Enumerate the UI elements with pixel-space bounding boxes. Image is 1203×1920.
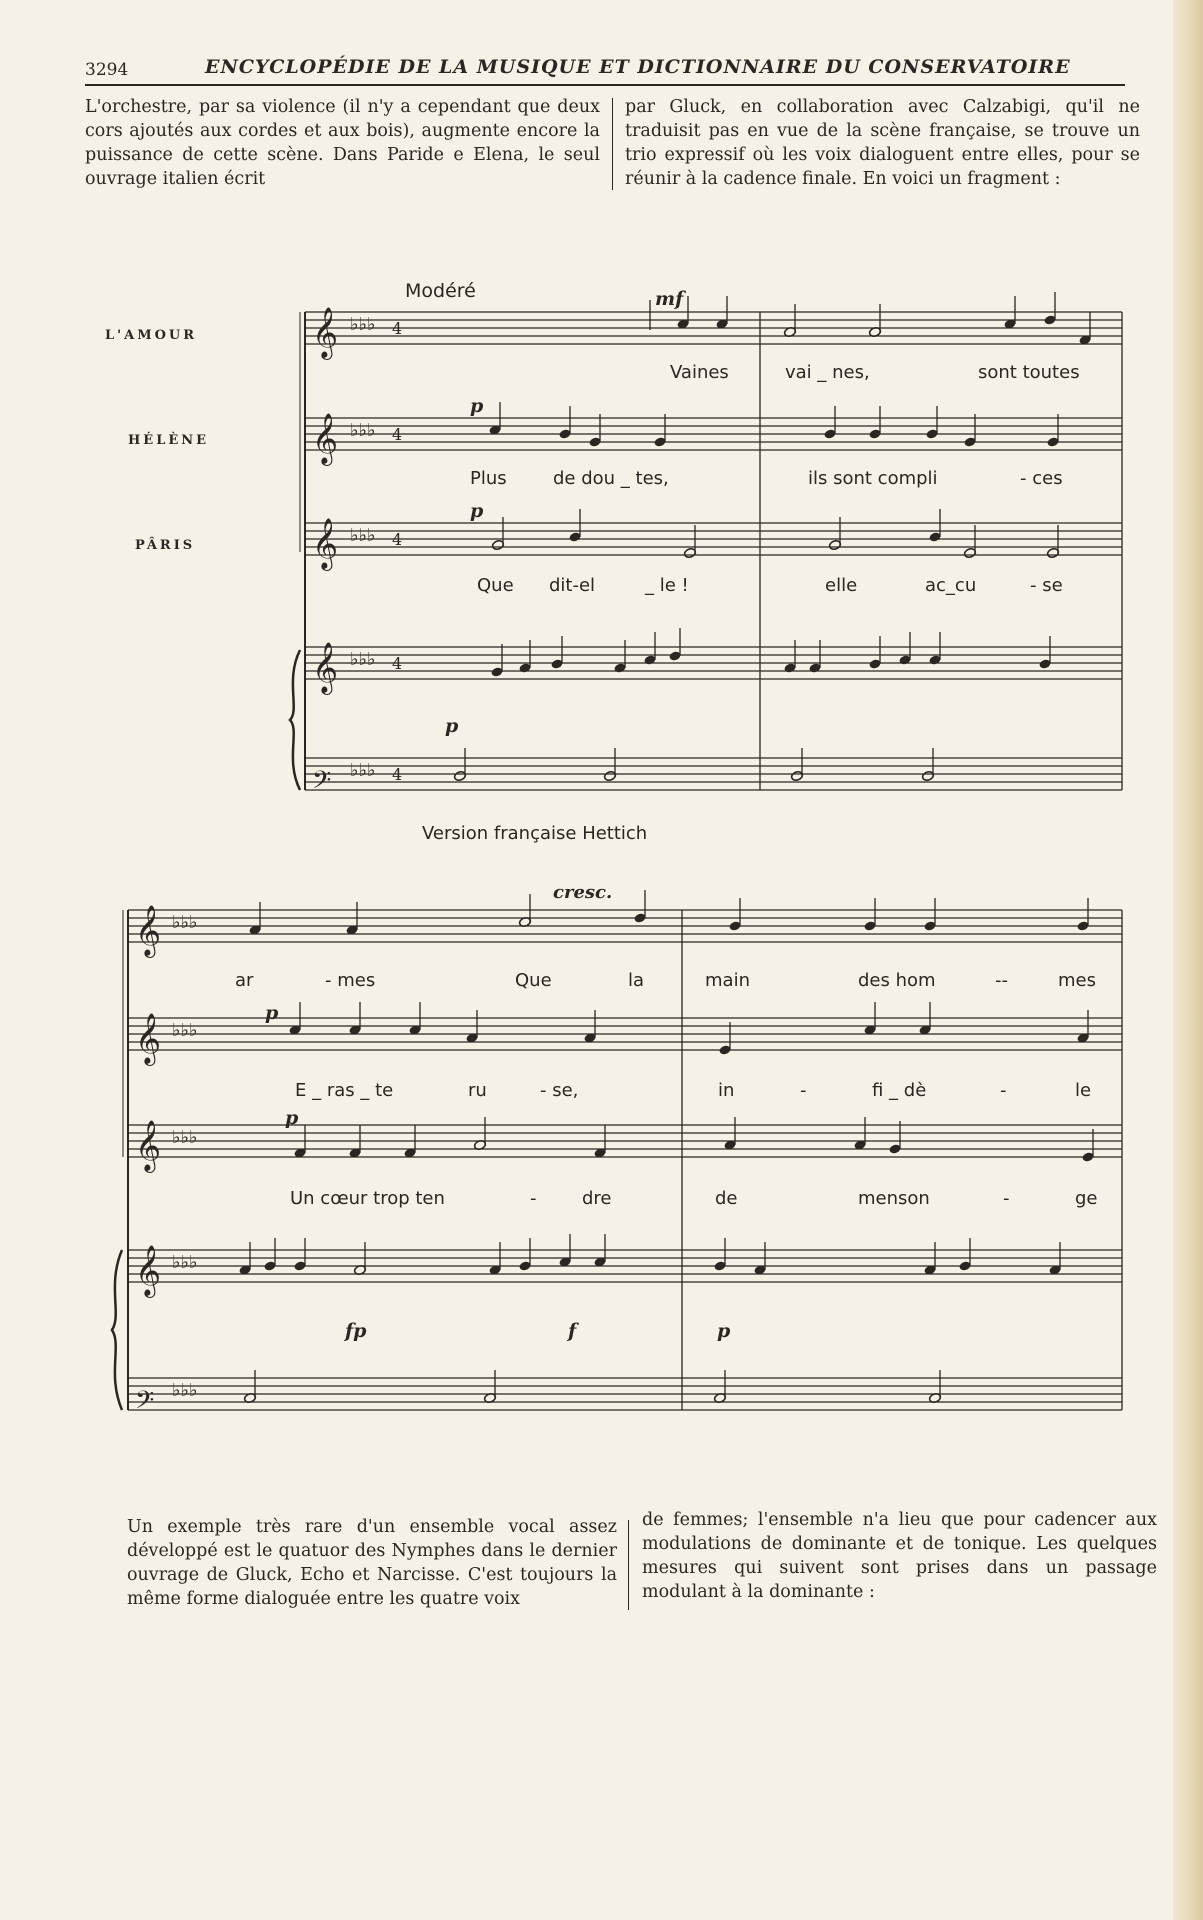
lyric: -- [995,970,1008,991]
lyric: Vaines [670,362,729,383]
lyric: ils sont compli [808,468,938,489]
lyric: - [530,1188,537,1209]
svg-text:4: 4 [392,425,403,444]
dynamic-p: p [265,1002,279,1024]
dynamic-p: p [717,1320,731,1342]
svg-text:𝄞: 𝄞 [135,905,162,956]
lyric: in [718,1080,735,1101]
lyric: dre [582,1188,612,1209]
lyric: Plus [470,468,507,489]
column-divider [628,1520,629,1610]
lyric: Que [477,575,514,596]
dynamic-p: p [285,1107,299,1129]
lyric: main [705,970,750,991]
svg-text:♭♭♭: ♭♭♭ [172,1127,198,1148]
voice-label-paris: PÂRIS [135,538,196,553]
lyric: menson [858,1188,930,1209]
translation-credit: Version française Hettich [422,823,648,844]
lyric: la [628,970,645,991]
svg-text:𝄞: 𝄞 [135,1120,162,1171]
voice-label-amour: L'AMOUR [105,328,198,343]
svg-text:♭♭♭: ♭♭♭ [350,525,376,546]
svg-text:♭♭♭: ♭♭♭ [172,912,198,933]
lyric: le [1075,1080,1092,1101]
cresc-marking: cresc. [553,882,613,903]
svg-text:♭♭♭: ♭♭♭ [172,1020,198,1041]
lyric: - mes [325,970,376,991]
dynamic-p: p [470,395,484,417]
svg-text:4: 4 [392,765,403,784]
lyric: des hom [858,970,936,991]
lyric: E _ ras _ te [295,1080,394,1101]
lyric: Un cœur trop ten [290,1188,445,1209]
lyric: - [1000,1080,1007,1101]
lyric: - ces [1020,468,1063,489]
lyric: dit-el [549,575,596,596]
svg-text:𝄢: 𝄢 [135,1386,155,1421]
dynamic-fp: fp [345,1320,367,1342]
lyric: ge [1075,1188,1098,1209]
svg-text:♭♭♭: ♭♭♭ [350,649,376,670]
svg-text:𝄞: 𝄞 [312,413,339,464]
page-number: 3294 [85,60,129,80]
dynamic-p: p [470,500,484,522]
running-title: ENCYCLOPÉDIE DE LA MUSIQUE ET DICTIONNAIRE DU CONSERVATOIRE [205,56,1071,78]
lyric: sont toutes [978,362,1080,383]
outro-left-column: Un exemple très rare d'un ensemble vocal assez développé est le quatuor des Nymphes dans le dernier ouvrage de Gluck, Echo et Narcisse. C'est toujours la même forme dialoguée entre les quatre voix [127,1517,617,1609]
dynamic-mf: mf [655,288,684,310]
lyric: vai _ nes, [785,362,870,383]
voice-label-helene: HÉLÈNE [128,433,210,448]
svg-text:♭♭♭: ♭♭♭ [350,420,376,441]
dynamic-f: f [568,1320,577,1342]
lyric: - se, [540,1080,579,1101]
intro-right-column: par Gluck, en collaboration avec Calzabigi, qu'il ne traduisit pas en vue de la scène française, se trouve un trio expressif où les voix dialoguent entre elles, pour se réunir à la cadence finale. En voici un fragment : [625,97,1140,189]
svg-text:𝄞: 𝄞 [135,1245,162,1296]
tempo-marking: Modéré [405,280,476,302]
svg-text:𝄢: 𝄢 [312,766,332,801]
svg-text:𝄞: 𝄞 [312,518,339,569]
intro-left-column: L'orchestre, par sa violence (il n'y a cependant que deux cors ajoutés aux cordes et aux bois), augmente encore la puissance de cette scène. Dans Paride e Elena, le seul ouvrage italien écrit [85,97,600,189]
lyric: ru [468,1080,487,1101]
lyric: - se [1030,575,1063,596]
lyric: de [715,1188,738,1209]
outro-right-column: de femmes; l'ensemble n'a lieu que pour cadencer aux modulations de dominante et de tonique. Les quelques mesures qui suivent sont prises dans un passage modulant à la dominante : [642,1510,1157,1602]
svg-text:4: 4 [392,654,403,673]
svg-text:♭♭♭: ♭♭♭ [172,1380,198,1401]
lyric: ar [235,970,254,991]
lyric: fi _ dè [872,1080,927,1101]
lyric: - [1003,1188,1010,1209]
svg-text:4: 4 [392,530,403,549]
svg-text:𝄞: 𝄞 [312,642,339,693]
lyric: elle [825,575,858,596]
svg-text:𝄞: 𝄞 [135,1013,162,1064]
lyric: Que [515,970,552,991]
svg-text:4: 4 [392,319,403,338]
svg-text:♭♭♭: ♭♭♭ [350,314,376,335]
lyric: _ le ! [645,575,689,596]
svg-text:♭♭♭: ♭♭♭ [172,1252,198,1273]
lyric: ac_cu [925,575,977,596]
dynamic-p: p [445,715,459,737]
lyric: - [800,1080,807,1101]
svg-text:♭♭♭: ♭♭♭ [350,760,376,781]
svg-text:𝄞: 𝄞 [312,307,339,358]
lyric: mes [1058,970,1096,991]
lyric: de dou _ tes, [553,468,669,489]
